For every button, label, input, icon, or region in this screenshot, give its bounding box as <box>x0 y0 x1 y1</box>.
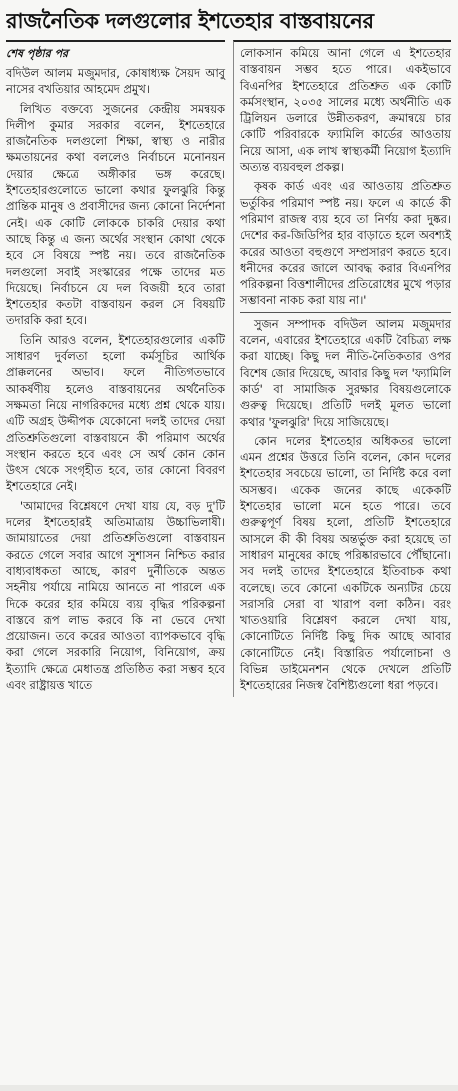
column-divider <box>240 312 451 313</box>
article-columns <box>6 40 452 697</box>
right-column <box>233 40 451 697</box>
headline: রাজনৈতিক দলগুলোর ইশতেহার বাস্তবায়নের <box>6 9 374 33</box>
paragraph: লিখিত বক্তব্যে সুজনের কেন্দ্রীয় সমন্বয়ক দিলীপ কুমার সরকার বলেন, ইশতেহারে রাজনৈতিক দলগুলো শিক্ষা, স্বাস্থ্য ও নারীর ক্ষমতায়নের কথা বললেও নির্বাচনে মনোনয়ন দেয়ার ক্ষেত্রে অঙ্গীকার ভঙ্গ করেছে। ইশতেহারগুলোতে ভালো কথার ফুলঝুরি কিন্তু প্রান্তিক মানুষ ও প্রবাসীদের জন্য কোনো নির্দেশনা নেই। এক কোটি লোককে চাকরি দেয়ার কথা আছে কিন্তু এ জন্য অর্থের সংস্থান কোথা থেকে হবে সে বিষয়ে স্পষ্ট নয়। তবে রাজনৈতিক দলগুলো সবাই সংস্কারের পক্ষে তাদের মত দিয়েছে। নির্বাচনে যে দল বিজয়ী হবে তারা ইশতেহার কতটা বাস্তবায়ন করল সে বিষয়টি তদারকি করা হবে। <box>6 101 225 328</box>
page-edge <box>0 1085 458 1091</box>
paragraph: বদিউল আলম মজুমদার, কোষাধ্যক্ষ সৈয়দ আবু নাসের বখতিয়ার আহমেদ প্রমুখ। <box>6 66 225 97</box>
paragraph: কোন দলের ইশতেহার অধিকতর ভালো এমন প্রশ্নের উত্তরে তিনি বলেন, কোন দলের ইশতেহার সবচেয়ে ভালো, তা নির্দিষ্ট করে বলা অসম্ভব। একেক জনের কাছে একেকটি ইশতেহার ভালো মনে হতে পারে। তবে গুরুত্বপূর্ণ বিষয় হলো, প্রতিটি ইশতেহারে আসলে কী কী বিষয় অন্তর্ভুক্ত করা হয়েছে তা সাধারণ মানুষের কাছে পরিষ্কারভাবে পৌঁছানো। সব দলই তাদের ইশতেহারে ইতিবাচক কথা বলেছে। তবে কোনো একটিকে অন্যটির চেয়ে সরাসরি সেরা বা খারাপ বলা কঠিন। বরং খাতওয়ারি বিশ্লেষণ করলে দেখা যায়, কোনোটিতে নির্দিষ্ট কিছু দিক আছে আবার কোনোটিতে নেই। বিস্তারিত পর্যালোচনা ও বিভিন্ন ডাইমেনশন থেকে দেখলে প্রতিটি ইশতেহারের নিজস্ব বৈশিষ্ট্যগুলো ধরা পড়বে। <box>240 433 451 693</box>
paragraph: সুজন সম্পাদক বদিউল আলম মজুমদার বলেন, এবারের ইশতেহারে একটি বৈচিত্র্য লক্ষ করা যাচ্ছে। কিছু দল নীতি-নৈতিকতার ওপর বিশেষ জোর দিয়েছে, আবার কিছু দল 'ফ্যামিলি কার্ড' বা সামাজিক সুরক্ষার বিষয়গুলোকে গুরুত্ব দিয়েছে। প্রতিটি দলই মূলত ভালো কথার 'ফুলঝুরি' দিয়ে সাজিয়েছে। <box>240 316 451 429</box>
continued-from-label: শেষ পৃষ্ঠার পর <box>6 47 69 60</box>
left-column <box>6 40 225 697</box>
paragraph: লোকসান কমিয়ে আনা গেলে এ ইশতেহার বাস্তবায়ন সম্ভব হতে পারে। একইভাবে বিএনপির ইশতেহারে প্রতিশ্রুত এক কোটি কর্মসংস্থান, ২০৩৫ সালের মধ্যে অর্থনীতি এক ট্রিলিয়ন ডলারে উন্নীতকরণ, ক্রমান্বয়ে চার কোটি পরিবারকে ফ্যামিলি কার্ডের আওতায় নিয়ে আসা, এক লাখ স্বাস্থ্যকর্মী নিয়োগ ইত্যাদি অত্যন্ত ব্যয়বহুল প্রকল্প। <box>240 46 451 175</box>
paragraph: 'আমাদের বিশ্লেষণে দেখা যায় যে, বড় দু'টি দলের ইশতেহারই অতিমাত্রায় উচ্চাভিলাষী। জামায়াতের দেয়া প্রতিশ্রুতিগুলো বাস্তবায়ন করতে গেলে সবার আগে সুশাসন নিশ্চিত করার বাধ্যবাধকতা আছে, কারণ দুর্নীতিকে অন্তত সহনীয় পর্যায়ে নামিয়ে আনতে না পারলে এক দিকে করের হার কমিয়ে ব্যয় বৃদ্ধির পরিকল্পনা বাস্তবে রূপ লাভ করবে কি না ভেবে দেখা প্রয়োজন। তবে করের আওতা ব্যাপকভাবে বৃদ্ধি করা গেলে সরকারি নিয়োগ, বিনিয়োগ, ক্রয় ইত্যাদি ক্ষেত্রে মেধাতন্ত্র প্রতিষ্ঠিত করা সম্ভব হবে এবং রাষ্ট্রায়ত্ত খাতে <box>6 498 225 692</box>
paragraph: তিনি আরও বলেন, ইশতেহারগুলোর একটি সাধারণ দুর্বলতা হলো কর্মসূচির আর্থিক প্রাক্কলনের অভাব। ফলে নীতিগতভাবে আকর্ষণীয় হলেও বাস্তবায়নের অর্থনৈতিক সক্ষমতা নিয়ে নাগরিকদের মধ্যে প্রশ্ন থেকে যায়। এটি অগ্রহ উদ্দীপক যেকোনো দলই তাদের দেয়া প্রতিশ্রুতিগুলো বাস্তবায়নে কী পরিমাণ অর্থের সংস্থান করতে হবে এবং সে অর্থ কোন কোন উৎস থেকে সংগৃহীত হবে, তার কোনো বিবরণ ইশতেহারে নেই। <box>6 332 225 494</box>
paragraph: কৃষক কার্ড এবং এর আওতায় প্রতিশ্রুত ভর্তুকির পরিমাণ স্পষ্ট নয়। ফলে এ কার্ডে কী পরিমাণ রাজস্ব ব্যয় হবে তা নির্ণয় করা দুষ্কর। দেশের কর-জিডিপির হার বাড়াতে হলে অবশ্যই করের আওতা বহুগুণে সম্প্রসারণ করতে হবে। ধনীদের করের জালে আবদ্ধ করার বিএনপির পরিকল্পনা বিত্তশালীদের প্রতিরোধের মুখে পড়ার সম্ভাবনা নাকচ করা যায় না।' <box>240 179 451 308</box>
